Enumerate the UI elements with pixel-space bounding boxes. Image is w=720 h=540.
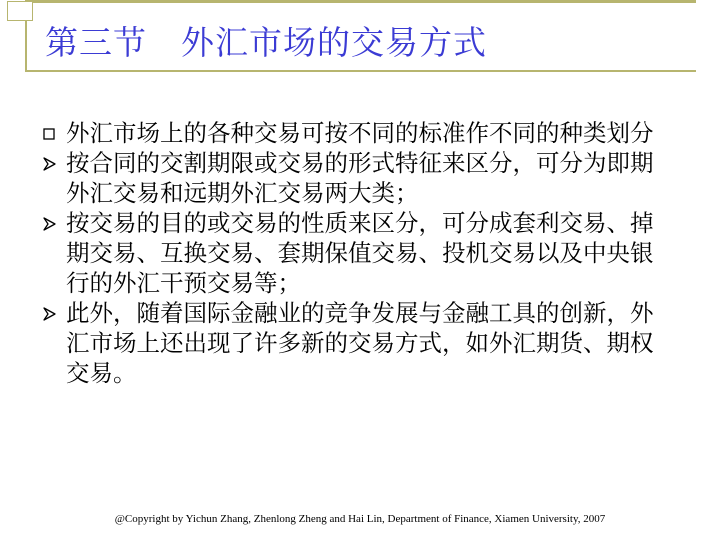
arrow-bullet-icon <box>42 148 58 178</box>
slide-title: 第三节 外汇市场的交易方式 <box>45 23 487 62</box>
bullet-text: 按合同的交割期限或交易的形式特征来区分，可分为即期外汇交易和远期外汇交易两大类； <box>66 149 654 207</box>
bullet-list <box>42 118 662 388</box>
arrow-bullet-icon <box>42 208 58 238</box>
copyright-footer: @Copyright by Yichun Zhang, Zhenlong Zheng and Hai Lin, Department of Finance, Xiamen University, 2007 <box>114 513 606 525</box>
corner-square-decoration <box>7 1 33 21</box>
list-item <box>42 298 662 388</box>
list-item <box>42 118 662 148</box>
bullet-text: 按交易的目的或交易的性质来区分，可分成套利交易、掉期交易、互换交易、套期保值交易、投机交易以及中央银行的外汇干预交易等； <box>66 209 654 297</box>
list-item <box>42 208 662 298</box>
frame-top-line <box>25 0 696 3</box>
arrow-bullet-icon <box>42 298 58 328</box>
list-item <box>42 148 662 208</box>
bullet-text: 此外，随着国际金融业的竞争发展与金融工具的创新，外汇市场上还出现了许多新的交易方式，如外汇期货、期权交易。 <box>66 299 654 387</box>
square-bullet-icon <box>42 118 58 148</box>
title-underline <box>25 70 696 72</box>
bullet-text: 外汇市场上的各种交易可按不同的标准作不同的种类划分 <box>66 119 654 147</box>
